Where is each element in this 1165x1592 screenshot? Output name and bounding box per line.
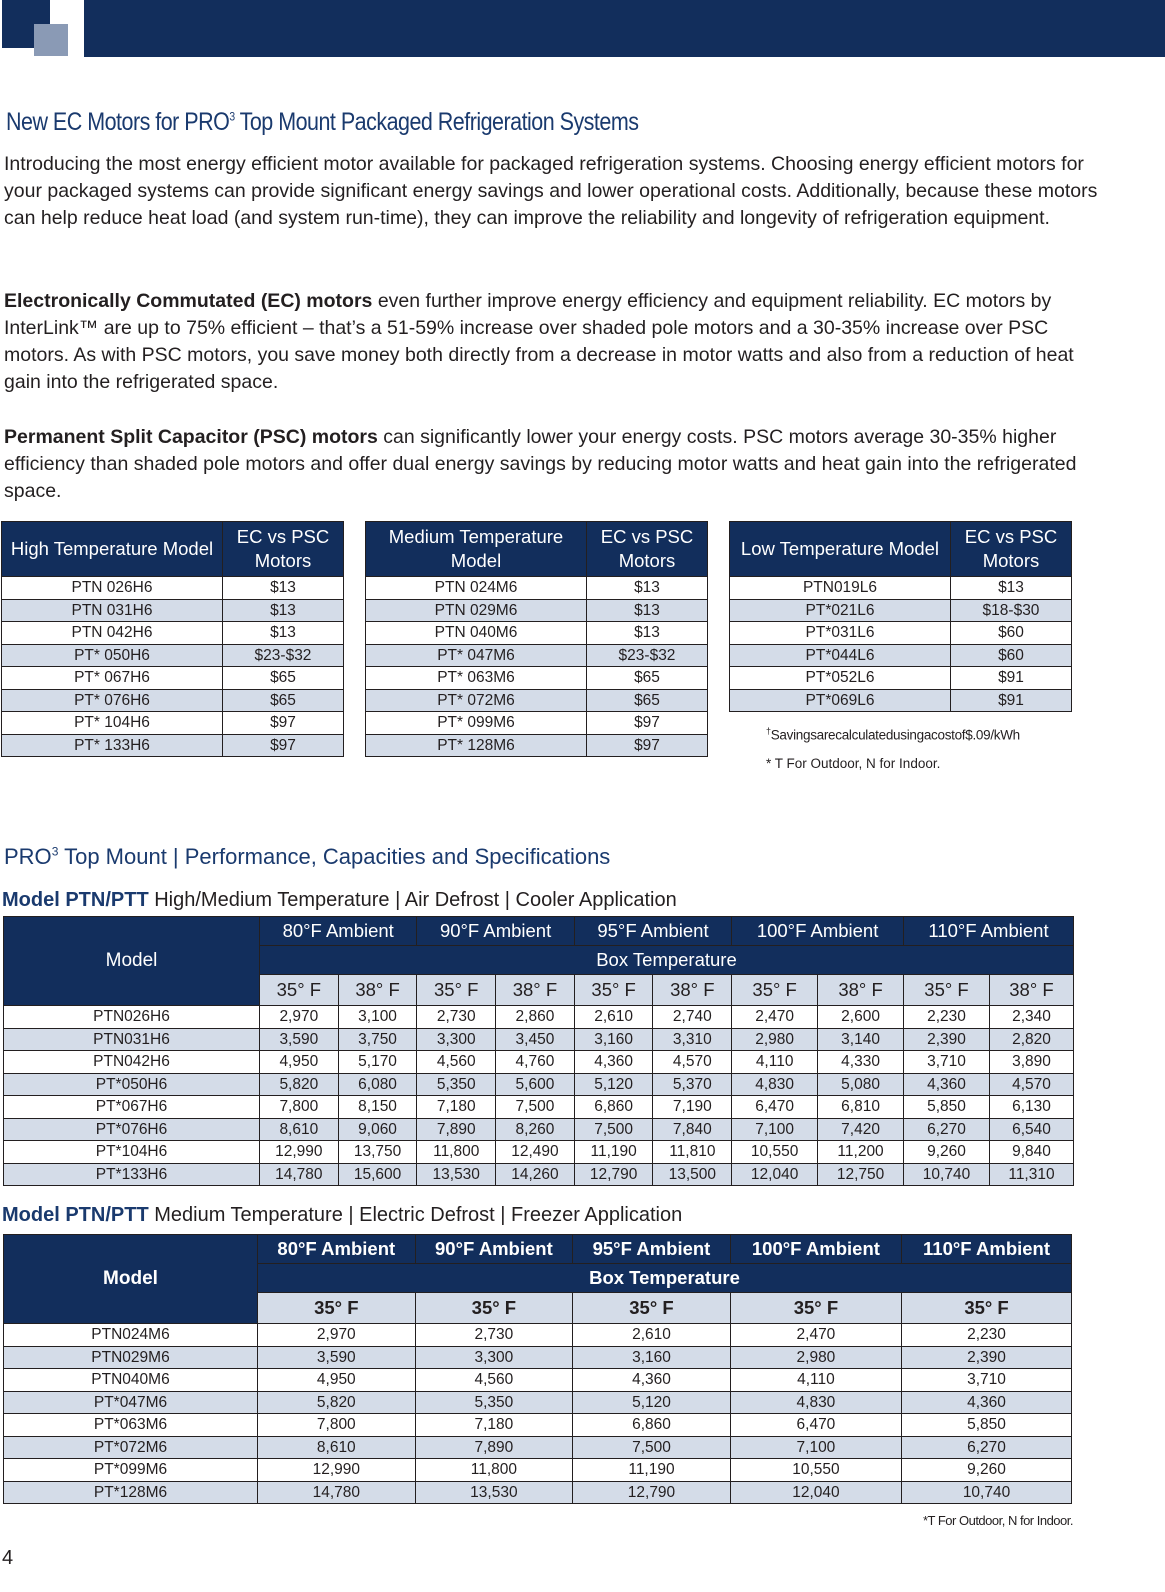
model-header: Model bbox=[4, 917, 260, 1006]
model-cell: PT*069L6 bbox=[730, 689, 951, 712]
model-cell: PT* 076H6 bbox=[2, 689, 223, 712]
value-cell: 7,100 bbox=[732, 1118, 818, 1141]
value-cell: 7,180 bbox=[415, 1414, 573, 1437]
table-row bbox=[4, 1006, 1074, 1029]
model-cell: PT*067H6 bbox=[4, 1096, 260, 1119]
value-cell: 4,760 bbox=[496, 1051, 575, 1074]
value-cell: 3,710 bbox=[902, 1369, 1072, 1392]
model-cell: PT*128M6 bbox=[4, 1481, 258, 1504]
high-temp-savings-table bbox=[1, 521, 344, 757]
value-cell: 4,570 bbox=[653, 1051, 732, 1074]
value-cell: 2,390 bbox=[904, 1028, 990, 1051]
model-cell: PTN024M6 bbox=[4, 1324, 258, 1347]
table-row bbox=[366, 577, 708, 600]
model-cell: PT* 072M6 bbox=[366, 689, 587, 712]
value-cell: 2,230 bbox=[904, 1006, 990, 1029]
model-cell: PT*021L6 bbox=[730, 599, 951, 622]
model-cell: PT*099M6 bbox=[4, 1459, 258, 1482]
value-cell: 3,890 bbox=[989, 1051, 1073, 1074]
value-cell: 11,810 bbox=[653, 1141, 732, 1164]
value-cell: 6,130 bbox=[989, 1096, 1073, 1119]
table-row bbox=[4, 1163, 1074, 1186]
value-cell: 5,850 bbox=[902, 1414, 1072, 1437]
value-cell: 4,330 bbox=[818, 1051, 904, 1074]
table-row bbox=[730, 599, 1072, 622]
value-cell: 9,840 bbox=[989, 1141, 1073, 1164]
table-row bbox=[366, 644, 708, 667]
value-cell: 7,180 bbox=[417, 1096, 496, 1119]
ec-paragraph: Electronically Commutated (EC) motors even further improve energy efficiency and equipment reliability. EC motors by InterLink™ are up to 75% efficient – that’s a 51-59% increase over shaded pole motors and a 30-35% increase over PSC motors. As with PSC motors, you save money both directly from a decrease in motor watts and also from a reduction of heat gain into the refrigerated space. bbox=[4, 290, 1074, 393]
table-row bbox=[366, 689, 708, 712]
value-cell: 10,550 bbox=[732, 1141, 818, 1164]
value-cell: 6,810 bbox=[818, 1096, 904, 1119]
section-title-performance: PRO$^3$ Top Mount | Performance, Capacities and Specifications bbox=[4, 844, 611, 869]
value-cell: 14,260 bbox=[496, 1163, 575, 1186]
table-row bbox=[366, 667, 708, 690]
value-cell: $60 bbox=[951, 644, 1072, 667]
temp-header: 35° F bbox=[732, 975, 818, 1006]
table-row bbox=[4, 1096, 1074, 1119]
table-row bbox=[2, 667, 344, 690]
value-cell: 5,820 bbox=[260, 1073, 339, 1096]
value-cell: 2,980 bbox=[732, 1028, 818, 1051]
value-cell: 11,190 bbox=[573, 1459, 731, 1482]
model-cell: PT* 133H6 bbox=[2, 734, 223, 757]
value-cell: 8,610 bbox=[260, 1118, 339, 1141]
col-header-savings: EC vs PSC Motors bbox=[223, 522, 344, 577]
temp-header: 35° F bbox=[258, 1293, 416, 1324]
table-row bbox=[366, 622, 708, 645]
ambient-header: 110°F Ambient bbox=[904, 917, 1074, 946]
value-cell: 14,780 bbox=[260, 1163, 339, 1186]
value-cell: 7,800 bbox=[258, 1414, 416, 1437]
value-cell: 7,500 bbox=[574, 1118, 653, 1141]
value-cell: 13,530 bbox=[417, 1163, 496, 1186]
model-cell: PT*133H6 bbox=[4, 1163, 260, 1186]
temp-header: 35° F bbox=[574, 975, 653, 1006]
air-defrost-performance-table bbox=[3, 916, 1074, 1186]
temp-header: 35° F bbox=[730, 1293, 901, 1324]
value-cell: 4,950 bbox=[260, 1051, 339, 1074]
table-row bbox=[366, 712, 708, 735]
value-cell: 6,270 bbox=[904, 1118, 990, 1141]
page-number: 4 bbox=[2, 1547, 14, 1569]
table-row bbox=[4, 1414, 1072, 1437]
outdoor-note: * T For Outdoor, N for Indoor. bbox=[766, 756, 941, 771]
model-cell: PTN019L6 bbox=[730, 577, 951, 600]
value-cell: 11,200 bbox=[818, 1141, 904, 1164]
table-row bbox=[366, 599, 708, 622]
value-cell: 5,600 bbox=[496, 1073, 575, 1096]
ambient-header: 95°F Ambient bbox=[573, 1235, 731, 1264]
value-cell: $60 bbox=[951, 622, 1072, 645]
value-cell: $65 bbox=[587, 689, 708, 712]
ambient-header: 110°F Ambient bbox=[902, 1235, 1072, 1264]
model-cell: PTN026H6 bbox=[4, 1006, 260, 1029]
ambient-header: 100°F Ambient bbox=[732, 917, 904, 946]
model-cell: PT*104H6 bbox=[4, 1141, 260, 1164]
model-cell: PT*044L6 bbox=[730, 644, 951, 667]
value-cell: 3,750 bbox=[338, 1028, 417, 1051]
value-cell: 2,820 bbox=[989, 1028, 1073, 1051]
value-cell: 7,800 bbox=[260, 1096, 339, 1119]
value-cell: 2,860 bbox=[496, 1006, 575, 1029]
temp-header: 35° F bbox=[260, 975, 339, 1006]
value-cell: 2,970 bbox=[258, 1324, 416, 1347]
value-cell: 12,040 bbox=[730, 1481, 901, 1504]
table-row bbox=[2, 689, 344, 712]
medium-temp-savings-table bbox=[365, 521, 708, 757]
model-cell: PT* 063M6 bbox=[366, 667, 587, 690]
temp-header: 38° F bbox=[989, 975, 1073, 1006]
model-cell: PTN040M6 bbox=[4, 1369, 258, 1392]
value-cell: 7,100 bbox=[730, 1436, 901, 1459]
model-cell: PT*072M6 bbox=[4, 1436, 258, 1459]
value-cell: 4,360 bbox=[573, 1369, 731, 1392]
table-row bbox=[730, 689, 1072, 712]
col-header-savings: EC vs PSC Motors bbox=[587, 522, 708, 577]
value-cell: 4,110 bbox=[730, 1369, 901, 1392]
temp-header: 38° F bbox=[818, 975, 904, 1006]
temp-header: 38° F bbox=[496, 975, 575, 1006]
table-row bbox=[2, 712, 344, 735]
value-cell: 3,310 bbox=[653, 1028, 732, 1051]
electric-defrost-table-title: Model PTN/PTT Medium Temperature | Electric Defrost | Freezer Application bbox=[2, 1204, 683, 1226]
value-cell: 4,560 bbox=[415, 1369, 573, 1392]
value-cell: 6,470 bbox=[730, 1414, 901, 1437]
value-cell: 5,820 bbox=[258, 1391, 416, 1414]
section-title-ec-motors: New EC Motors for PRO$^3$ Top Mount Packaged Refrigeration Systems bbox=[6, 108, 639, 136]
value-cell: 2,730 bbox=[415, 1324, 573, 1347]
intro-paragraph: Introducing the most energy efficient motor available for packaged refrigeration systems. Choosing energy efficient motors for your packaged systems can provide significant energy savings and lower operational costs. Additionally, because these motors can help reduce heat load (and system run-time), they can improve the reliability and longevity of refrigeration equipment. bbox=[4, 153, 1098, 229]
value-cell: 5,850 bbox=[904, 1096, 990, 1119]
model-cell: PT*052L6 bbox=[730, 667, 951, 690]
value-cell: 6,270 bbox=[902, 1436, 1072, 1459]
value-cell: 5,120 bbox=[573, 1391, 731, 1414]
value-cell: 3,140 bbox=[818, 1028, 904, 1051]
value-cell: $13 bbox=[223, 599, 344, 622]
model-cell: PTN 040M6 bbox=[366, 622, 587, 645]
value-cell: $97 bbox=[587, 734, 708, 757]
model-cell: PT* 128M6 bbox=[366, 734, 587, 757]
table-row bbox=[4, 1481, 1072, 1504]
value-cell: $23-$32 bbox=[587, 644, 708, 667]
value-cell: 8,150 bbox=[338, 1096, 417, 1119]
model-cell: PT*063M6 bbox=[4, 1414, 258, 1437]
table-row bbox=[4, 1436, 1072, 1459]
value-cell: 6,080 bbox=[338, 1073, 417, 1096]
temp-header: 38° F bbox=[653, 975, 732, 1006]
value-cell: 5,370 bbox=[653, 1073, 732, 1096]
table-row bbox=[730, 644, 1072, 667]
value-cell: 10,740 bbox=[904, 1163, 990, 1186]
header-square-accent bbox=[34, 24, 68, 56]
value-cell: $97 bbox=[223, 712, 344, 735]
value-cell: 3,710 bbox=[904, 1051, 990, 1074]
model-cell: PT* 099M6 bbox=[366, 712, 587, 735]
table-row bbox=[4, 1459, 1072, 1482]
value-cell: 6,860 bbox=[573, 1414, 731, 1437]
model-cell: PTN 029M6 bbox=[366, 599, 587, 622]
model-cell: PT* 104H6 bbox=[2, 712, 223, 735]
value-cell: 2,390 bbox=[902, 1346, 1072, 1369]
temp-header: 38° F bbox=[338, 975, 417, 1006]
temp-header: 35° F bbox=[573, 1293, 731, 1324]
value-cell: 12,750 bbox=[818, 1163, 904, 1186]
value-cell: 7,500 bbox=[573, 1436, 731, 1459]
value-cell: 11,800 bbox=[417, 1141, 496, 1164]
value-cell: $97 bbox=[223, 734, 344, 757]
value-cell: 2,970 bbox=[260, 1006, 339, 1029]
value-cell: 5,120 bbox=[574, 1073, 653, 1096]
value-cell: 2,230 bbox=[902, 1324, 1072, 1347]
model-cell: PTN 031H6 bbox=[2, 599, 223, 622]
value-cell: 3,160 bbox=[574, 1028, 653, 1051]
model-cell: PTN031H6 bbox=[4, 1028, 260, 1051]
electric-defrost-performance-table bbox=[3, 1234, 1072, 1504]
value-cell: 15,600 bbox=[338, 1163, 417, 1186]
value-cell: 3,300 bbox=[415, 1346, 573, 1369]
value-cell: 2,610 bbox=[574, 1006, 653, 1029]
table-row bbox=[4, 1346, 1072, 1369]
model-cell: PTN 024M6 bbox=[366, 577, 587, 600]
value-cell: 7,190 bbox=[653, 1096, 732, 1119]
value-cell: 8,610 bbox=[258, 1436, 416, 1459]
header-bar bbox=[84, 0, 1165, 57]
model-cell: PT*031L6 bbox=[730, 622, 951, 645]
value-cell: 13,750 bbox=[338, 1141, 417, 1164]
value-cell: 9,060 bbox=[338, 1118, 417, 1141]
value-cell: 3,590 bbox=[258, 1346, 416, 1369]
ambient-header: 80°F Ambient bbox=[260, 917, 417, 946]
value-cell: 4,560 bbox=[417, 1051, 496, 1074]
model-cell: PTN 026H6 bbox=[2, 577, 223, 600]
value-cell: 6,860 bbox=[574, 1096, 653, 1119]
value-cell: 13,500 bbox=[653, 1163, 732, 1186]
table-row bbox=[4, 1391, 1072, 1414]
table-row bbox=[366, 734, 708, 757]
value-cell: 10,550 bbox=[730, 1459, 901, 1482]
value-cell: 7,890 bbox=[415, 1436, 573, 1459]
table-row bbox=[4, 1141, 1074, 1164]
model-cell: PT*047M6 bbox=[4, 1391, 258, 1414]
value-cell: 13,530 bbox=[415, 1481, 573, 1504]
temp-header: 35° F bbox=[417, 975, 496, 1006]
value-cell: 14,780 bbox=[258, 1481, 416, 1504]
table-row bbox=[2, 599, 344, 622]
box-temperature-header: Box Temperature bbox=[260, 946, 1074, 975]
table-row bbox=[2, 577, 344, 600]
ambient-header: 95°F Ambient bbox=[574, 917, 731, 946]
value-cell: $65 bbox=[223, 689, 344, 712]
value-cell: 2,340 bbox=[989, 1006, 1073, 1029]
value-cell: $13 bbox=[587, 622, 708, 645]
col-header-savings: EC vs PSC Motors bbox=[951, 522, 1072, 577]
value-cell: 6,470 bbox=[732, 1096, 818, 1119]
value-cell: 3,450 bbox=[496, 1028, 575, 1051]
value-cell: 12,490 bbox=[496, 1141, 575, 1164]
value-cell: 5,350 bbox=[415, 1391, 573, 1414]
value-cell: 4,830 bbox=[730, 1391, 901, 1414]
value-cell: 3,160 bbox=[573, 1346, 731, 1369]
value-cell: 12,990 bbox=[258, 1459, 416, 1482]
model-cell: PT*050H6 bbox=[4, 1073, 260, 1096]
value-cell: 5,170 bbox=[338, 1051, 417, 1074]
col-header-model: High Temperature Model bbox=[2, 522, 223, 577]
value-cell: 3,100 bbox=[338, 1006, 417, 1029]
value-cell: 2,610 bbox=[573, 1324, 731, 1347]
psc-paragraph: Permanent Split Capacitor (PSC) motors can significantly lower your energy costs. PSC motors average 30-35% higher efficiency than shaded pole motors and offer dual energy savings by reducing motor watts and heat gain into the refrigerated space. bbox=[4, 426, 1077, 502]
value-cell: 12,790 bbox=[574, 1163, 653, 1186]
value-cell: 9,260 bbox=[902, 1459, 1072, 1482]
table-row bbox=[4, 1324, 1072, 1347]
value-cell: 7,500 bbox=[496, 1096, 575, 1119]
savings-note: †Savingsarecalculatedusingacostof$.09/kWh bbox=[766, 726, 1020, 743]
temp-header: 35° F bbox=[902, 1293, 1072, 1324]
value-cell: 4,360 bbox=[574, 1051, 653, 1074]
model-cell: PTN029M6 bbox=[4, 1346, 258, 1369]
value-cell: $65 bbox=[223, 667, 344, 690]
box-temperature-header: Box Temperature bbox=[258, 1264, 1072, 1293]
value-cell: 2,980 bbox=[730, 1346, 901, 1369]
table-row bbox=[2, 622, 344, 645]
value-cell: 4,110 bbox=[732, 1051, 818, 1074]
value-cell: 2,470 bbox=[732, 1006, 818, 1029]
value-cell: 9,260 bbox=[904, 1141, 990, 1164]
value-cell: 5,080 bbox=[818, 1073, 904, 1096]
value-cell: $91 bbox=[951, 667, 1072, 690]
value-cell: 11,310 bbox=[989, 1163, 1073, 1186]
table-row bbox=[730, 577, 1072, 600]
value-cell: 2,740 bbox=[653, 1006, 732, 1029]
ambient-header: 90°F Ambient bbox=[417, 917, 574, 946]
ambient-header: 80°F Ambient bbox=[258, 1235, 416, 1264]
value-cell: 3,590 bbox=[260, 1028, 339, 1051]
footnote: *T For Outdoor, N for Indoor. bbox=[922, 1513, 1073, 1528]
table-row bbox=[730, 622, 1072, 645]
value-cell: 2,730 bbox=[417, 1006, 496, 1029]
value-cell: 4,360 bbox=[904, 1073, 990, 1096]
table-row bbox=[4, 1028, 1074, 1051]
model-header: Model bbox=[4, 1235, 258, 1324]
temp-header: 35° F bbox=[904, 975, 990, 1006]
value-cell: 4,360 bbox=[902, 1391, 1072, 1414]
value-cell: 6,540 bbox=[989, 1118, 1073, 1141]
value-cell: $65 bbox=[587, 667, 708, 690]
value-cell: 5,350 bbox=[417, 1073, 496, 1096]
value-cell: 7,420 bbox=[818, 1118, 904, 1141]
value-cell: $13 bbox=[587, 577, 708, 600]
model-cell: PT* 067H6 bbox=[2, 667, 223, 690]
value-cell: 4,570 bbox=[989, 1073, 1073, 1096]
ambient-header: 100°F Ambient bbox=[730, 1235, 901, 1264]
model-cell: PT* 047M6 bbox=[366, 644, 587, 667]
model-cell: PTN042H6 bbox=[4, 1051, 260, 1074]
table-row bbox=[2, 644, 344, 667]
value-cell: $23-$32 bbox=[223, 644, 344, 667]
table-row bbox=[2, 734, 344, 757]
value-cell: 11,800 bbox=[415, 1459, 573, 1482]
model-cell: PT* 050H6 bbox=[2, 644, 223, 667]
value-cell: 7,890 bbox=[417, 1118, 496, 1141]
col-header-model: Low Temperature Model bbox=[730, 522, 951, 577]
value-cell: $91 bbox=[951, 689, 1072, 712]
value-cell: $13 bbox=[223, 622, 344, 645]
model-cell: PT*076H6 bbox=[4, 1118, 260, 1141]
value-cell: 8,260 bbox=[496, 1118, 575, 1141]
table-row bbox=[730, 667, 1072, 690]
value-cell: $13 bbox=[951, 577, 1072, 600]
air-defrost-table-title: Model PTN/PTT High/Medium Temperature | Air Defrost | Cooler Application bbox=[2, 889, 677, 911]
value-cell: $13 bbox=[223, 577, 344, 600]
value-cell: 4,830 bbox=[732, 1073, 818, 1096]
value-cell: $13 bbox=[587, 599, 708, 622]
value-cell: 12,790 bbox=[573, 1481, 731, 1504]
value-cell: 2,600 bbox=[818, 1006, 904, 1029]
value-cell: $97 bbox=[587, 712, 708, 735]
value-cell: 12,040 bbox=[732, 1163, 818, 1186]
value-cell: 11,190 bbox=[574, 1141, 653, 1164]
table-row bbox=[4, 1118, 1074, 1141]
table-row bbox=[4, 1073, 1074, 1096]
value-cell: 7,840 bbox=[653, 1118, 732, 1141]
value-cell: 3,300 bbox=[417, 1028, 496, 1051]
model-cell: PTN 042H6 bbox=[2, 622, 223, 645]
table-row bbox=[4, 1051, 1074, 1074]
value-cell: 10,740 bbox=[902, 1481, 1072, 1504]
low-temp-savings-table bbox=[729, 521, 1072, 712]
value-cell: $18-$30 bbox=[951, 599, 1072, 622]
ambient-header: 90°F Ambient bbox=[415, 1235, 573, 1264]
col-header-model: Medium Temperature Model bbox=[366, 522, 587, 577]
temp-header: 35° F bbox=[415, 1293, 573, 1324]
table-row bbox=[4, 1369, 1072, 1392]
value-cell: 2,470 bbox=[730, 1324, 901, 1347]
value-cell: 4,950 bbox=[258, 1369, 416, 1392]
value-cell: 12,990 bbox=[260, 1141, 339, 1164]
